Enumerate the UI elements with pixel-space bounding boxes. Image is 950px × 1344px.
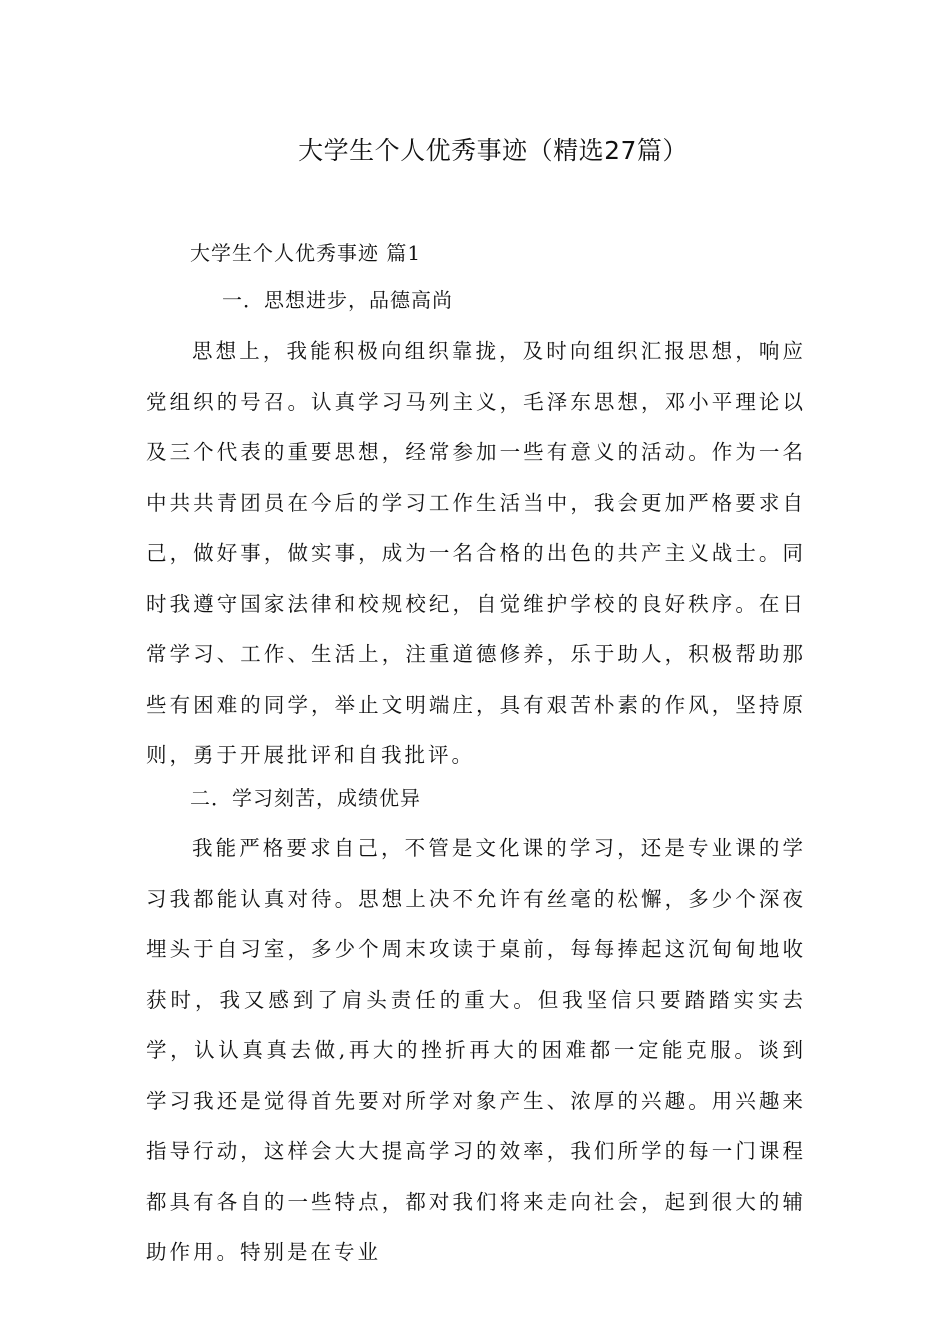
heading-study-hard: 二．学习刻苦，成绩优异 (190, 786, 421, 810)
section-heading: 大学生个人优秀事迹 篇1 (190, 241, 422, 265)
paragraph-study-hard: 我能严格要求自己，不管是文化课的学习，还是专业课的学习我都能认真对待。思想上决不允许有丝毫的松懈，多少个深夜埋头于自习室，多少个周末攻读于桌前，每每捧起这沉甸甸地收获时，我又感到了肩头责任的重大。但我坚信只要踏踏实实去学，认认真真去做,再大的挫折再大的困难都一定能克服。谈到学习我还是觉得首先要对所学对象产生、浓厚的兴趣。用兴趣来指导行动，这样会大大提高学习的效率，我们所学的每一门课程都具有各自的一些特点，都对我们将来走向社会，起到很大的辅助作用。特别是在专业 (146, 836, 806, 1264)
heading-thought-progress: 一．思想进步，品德高尚 (222, 288, 453, 312)
paragraph-thought-progress: 思想上，我能积极向组织靠拢，及时向组织汇报思想，响应党组织的号召。认真学习马列主义，毛泽东思想，邓小平理论以及三个代表的重要思想，经常参加一些有意义的活动。作为一名中共共青团员在今后的学习工作生活当中，我会更加严格要求自己，做好事，做实事，成为一名合格的出色的共产主义战士。同时我遵守国家法律和校规校纪，自觉维护学校的良好秩序。在日常学习、工作、生活上，注重道德修养，乐于助人，积极帮助那些有困难的同学，举止文明端庄，具有艰苦朴素的作风，坚持原则，勇于开展批评和自我批评。 (146, 339, 806, 767)
document-title: 大学生个人优秀事迹（精选27篇） (298, 136, 688, 165)
